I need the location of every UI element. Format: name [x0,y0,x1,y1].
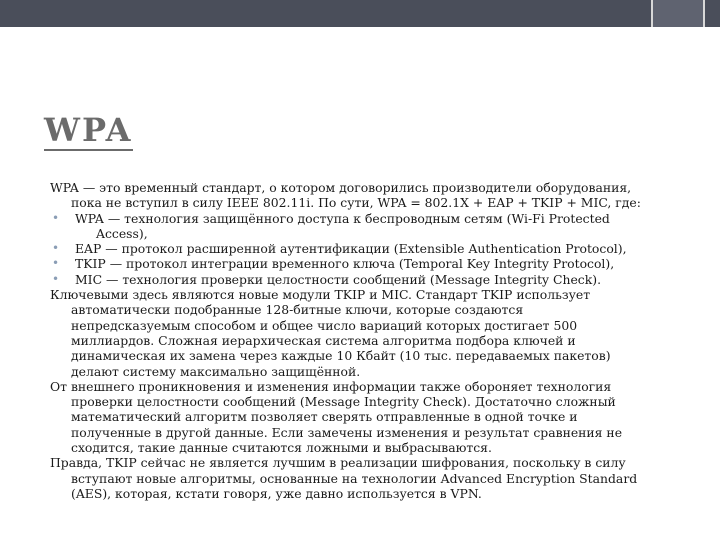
text-line: автоматически подобранные 128-битные ключи, которые создаются [71,302,524,318]
text-line: пока не вступил в силу IEEE 802.11i. По сути, WPA = 802.1X + EAP + TKIP + MIC, где: [71,195,641,211]
bullet-icon: • [52,210,60,225]
text-line: полученные в другой данные. Если замечены изменения и результат сравнения не [71,424,623,440]
text-line: Ключевыми здесь являются новые модули TKIP и MIC. Стандарт TKIP использует [50,287,591,303]
slide-title: WPA [44,111,133,149]
text-line: сходится, такие данные считаются ложными и выбрасываются. [71,440,492,456]
text-line: WPA — технология защищённого доступа к беспроводным сетям (Wi-Fi Protected [75,210,610,226]
text-line: миллиардов. Сложная иерархическая система алгоритма подбора ключей и [71,332,576,348]
top-decorative-bar [0,0,720,27]
body-paragraph [50,455,690,501]
text-line: (AES), которая, кстати говоря, уже давно используется в VPN. [71,485,482,501]
list-item [50,272,690,287]
text-line: проверки целостности сообщений (Message Integrity Check). Достаточно сложный [71,394,616,410]
text-line: WPA — это временный стандарт, о котором договорились производители оборудования, [50,180,632,195]
slide-body [50,180,690,501]
bullet-icon: • [52,271,60,286]
text-line: Правда, TKIP сейчас не является лучшим в реализации шифрования, поскольку в силу [50,455,626,471]
text-line: делают систему максимально защищённой. [71,363,361,379]
top-bar-segment [653,0,703,27]
bullet-icon: • [52,256,60,271]
body-paragraph [50,379,690,455]
text-line: вступают новые алгоритмы, основанные на технологии Advanced Encryption Standard [71,470,638,486]
intro-paragraph [50,180,690,211]
text-line: непредсказуемым способом и общее число вариаций которых достигает 500 [71,317,578,333]
text-line: EAP — протокол расширенной аутентификации (Extensible Authentication Protocol), [75,241,627,257]
text-line: динамическая их замена через каждые 10 Кбайт (10 тыс. передаваемых пакетов) [71,348,611,364]
body-paragraph [50,287,690,379]
top-bar-segment [0,0,651,27]
text-line: Access), [96,225,148,241]
list-item [50,241,690,256]
list-item [50,211,690,242]
bullet-icon: • [52,241,60,256]
text-line: математический алгоритм позволяет сверять отправленные в одной точке и [71,409,578,425]
text-line: TKIP — протокол интеграции временного ключа (Temporal Key Integrity Protocol), [75,256,615,272]
text-line: MIC — технология проверки целостности сообщений (Message Integrity Check). [75,271,602,287]
text-line: От внешнего проникновения и изменения информации также обороняет технология [50,378,612,394]
list-item [50,256,690,271]
top-bar-segment [705,0,720,27]
